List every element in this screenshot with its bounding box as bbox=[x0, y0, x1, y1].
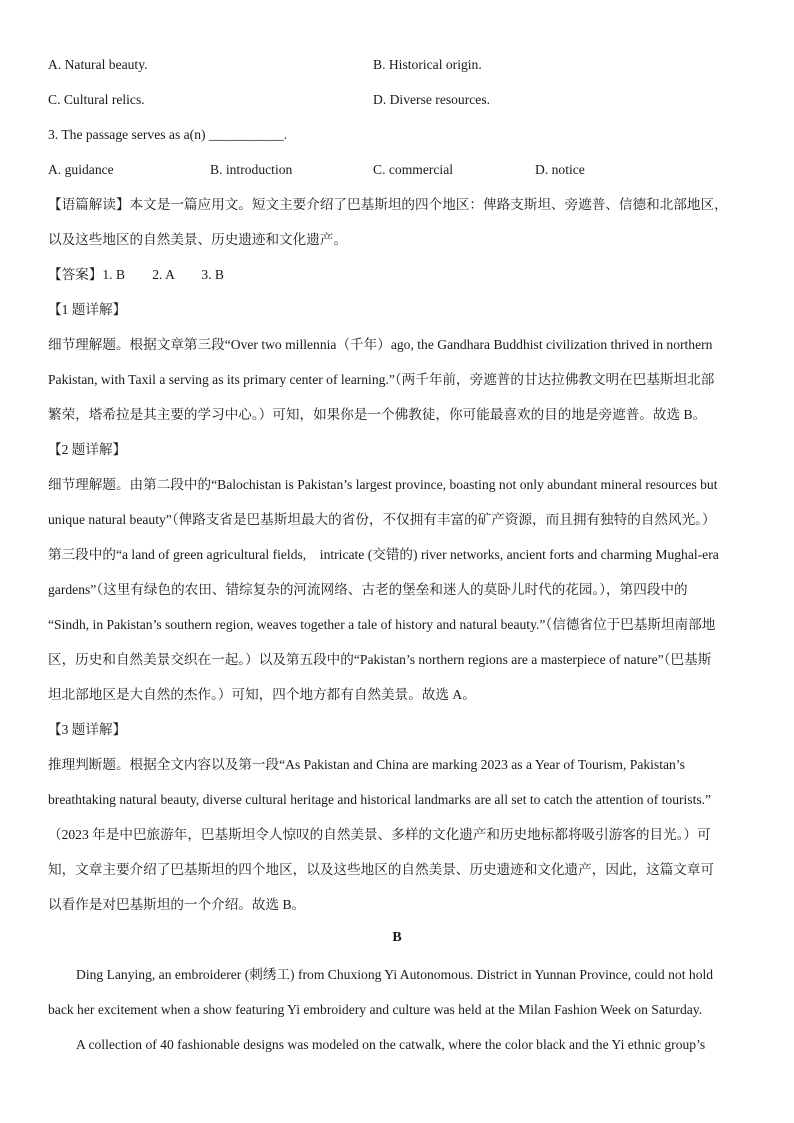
q2-option-c: C. Cultural relics. bbox=[48, 92, 145, 107]
q3-option-d: D. notice bbox=[535, 162, 585, 177]
q2-detail-line: 第三段中的“a land of green agricultural fields, intricate (交错的) river networks, ancient forts and charming Mughal-era bbox=[48, 547, 719, 562]
q1-detail-line: 繁荣，塔希拉是其主要的学习中心。）可知，如果你是一个佛教徒，你可能最喜欢的目的地是旁遮普。故选 B。 bbox=[48, 407, 707, 422]
q3-detail-heading: 【3 题详解】 bbox=[48, 722, 127, 737]
q2-detail-heading: 【2 题详解】 bbox=[48, 442, 127, 457]
q2-detail-line: 区，历史和自然美景交织在一起。）以及第五段中的“Pakistan’s northern regions are a masterpiece of nature”（巴基斯 bbox=[48, 652, 712, 667]
q2-detail-line: gardens”（这里有绿色的农田、错综复杂的河流网络、古老的堡垒和迷人的莫卧儿时代的花园。），第四段中的 bbox=[48, 582, 688, 597]
paragraph-line: Ding Lanying, an embroiderer (刺绣工) from Chuxiong Yi Autonomous. District in Yunnan Province, could not hold bbox=[76, 967, 714, 982]
q2-detail-line: 细节理解题。由第二段中的“Balochistan is Pakistan’s largest province, boasting not only abundant mineral resources but bbox=[48, 477, 718, 492]
q3-detail-line: 以看作是对巴基斯坦的一个介绍。故选 B。 bbox=[48, 897, 306, 912]
q3-detail-line: （2023 年是中巴旅游年，巴基斯坦令人惊叹的自然美景、多样的文化遗产和历史地标都将吸引游客的目光。）可 bbox=[48, 827, 711, 842]
q3-detail-line: 推理判断题。根据全文内容以及第一段“As Pakistan and China are marking 2023 as a Year of Tourism, Pakistan’s bbox=[48, 757, 685, 772]
q3-detail-line: breathtaking natural beauty, diverse cultural heritage and historical landmarks are all set to catch the attention of tourists.” bbox=[48, 792, 712, 807]
q3-option-c: C. commercial bbox=[373, 162, 454, 177]
analysis-line-1: 【语篇解读】本文是一篇应用文。短文主要介绍了巴基斯坦的四个地区：俾路支斯坦、旁遮普、信德和北部地区， bbox=[48, 197, 728, 212]
section-title: B bbox=[392, 930, 402, 945]
q2-detail-line: unique natural beauty”（俾路支省是巴基斯坦最大的省份，不仅拥有丰富的矿产资源，而且拥有独特的自然风光。） bbox=[48, 512, 716, 527]
paragraph-line: back her excitement when a show featuring Yi embroidery and culture was held at the Milan Fashion Week on Saturday. bbox=[48, 1002, 703, 1017]
answer-line: 【答案】1. B 2. A 3. B bbox=[48, 267, 224, 282]
q3-stem: 3. The passage serves as a(n) ___________. bbox=[48, 127, 288, 142]
q3-detail-line: 知，文章主要介绍了巴基斯坦的四个地区，以及这些地区的自然美景、历史遗迹和文化遗产，因此，这篇文章可 bbox=[48, 862, 715, 877]
q2-option-a: A. Natural beauty. bbox=[48, 57, 148, 72]
paragraph-line: A collection of 40 fashionable designs was modeled on the catwalk, where the color black and the Yi ethnic group’s bbox=[76, 1037, 706, 1052]
q1-detail-line: 细节理解题。根据文章第三段“Over two millennia（千年）ago, the Gandhara Buddhist civilization thrived in northern bbox=[48, 337, 713, 352]
q2-option-b: B. Historical origin. bbox=[373, 57, 482, 72]
q3-option-a: A. guidance bbox=[48, 162, 114, 177]
q2-detail-line: “Sindh, in Pakistan’s southern region, weaves together a tale of history and natural beauty.”（信德省位于巴基斯坦南部地 bbox=[48, 617, 716, 632]
q2-option-d: D. Diverse resources. bbox=[373, 92, 491, 107]
q2-detail-line: 坦北部地区是大自然的杰作。）可知，四个地方都有自然美景。故选 A。 bbox=[48, 687, 476, 702]
q1-detail-line: Pakistan, with Taxil a serving as its primary center of learning.”（两千年前，旁遮普的甘达拉佛教文明在巴基斯坦北部 bbox=[48, 372, 715, 387]
q3-option-b: B. introduction bbox=[210, 162, 293, 177]
analysis-line-2: 以及这些地区的自然美景、历史遗迹和文化遗产。 bbox=[48, 232, 348, 247]
q1-detail-heading: 【1 题详解】 bbox=[48, 302, 127, 317]
